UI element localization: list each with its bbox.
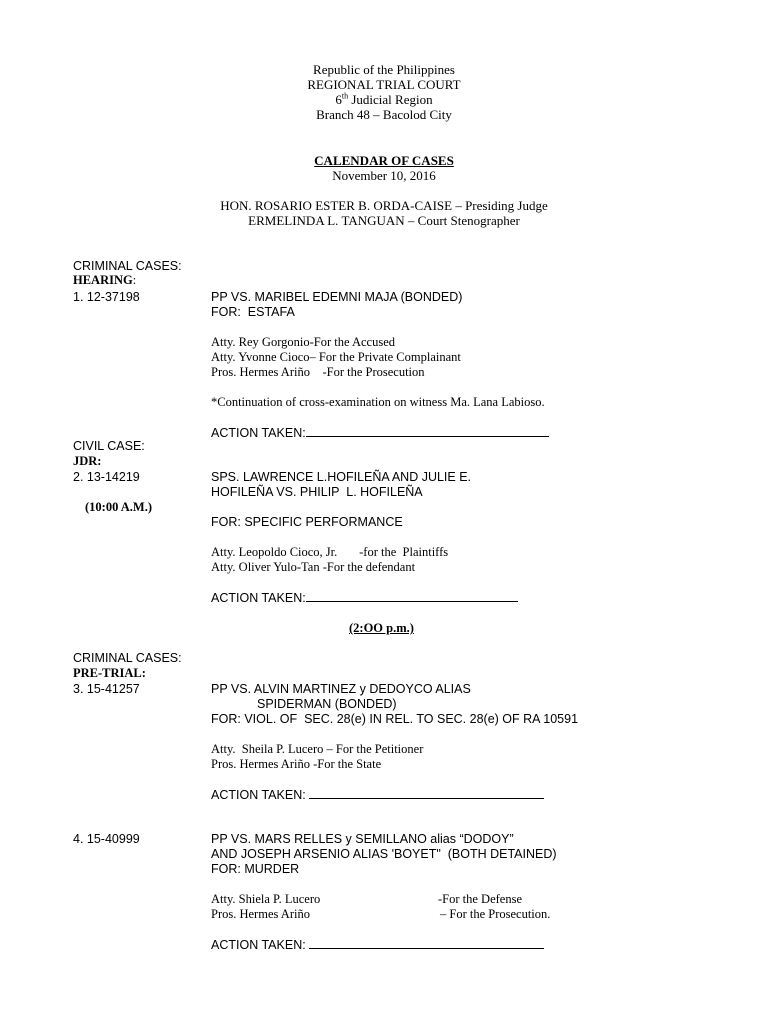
hearing-colon: : bbox=[132, 273, 137, 287]
case-title: PP VS. MARIBEL EDEMNI MAJA (BONDED) bbox=[211, 290, 463, 304]
case-time: (10:00 A.M.) bbox=[85, 500, 152, 514]
case-number: 3. 15-41257 bbox=[73, 682, 140, 696]
presiding-judge: HON. ROSARIO ESTER B. ORDA-CAISE – Presiding Judge bbox=[220, 198, 548, 213]
case-note: *Continuation of cross-examination on witness Ma. Lana Labioso. bbox=[211, 395, 545, 409]
afternoon-session-time: (2:OO p.m.) bbox=[349, 621, 414, 635]
case-charge: FOR: SPECIFIC PERFORMANCE bbox=[211, 515, 403, 529]
section-sub-hearing bbox=[73, 273, 136, 288]
case-charge: FOR: ESTAFA bbox=[211, 305, 295, 319]
region-number: 6 bbox=[335, 92, 342, 107]
region-text: Judicial Region bbox=[348, 92, 433, 107]
action-taken bbox=[211, 425, 549, 441]
counsel-defendant: Atty. Oliver Yulo-Tan -For the defendant bbox=[211, 560, 416, 574]
court-name: REGIONAL TRIAL COURT bbox=[307, 77, 461, 92]
section-sub-pretrial: PRE-TRIAL: bbox=[73, 666, 146, 680]
counsel-complainant: Atty. Yvonne Cioco– For the Private Complainant bbox=[211, 350, 461, 364]
region-suffix: th bbox=[341, 91, 349, 101]
counsel-accused: Atty. Rey Gorgonio-For the Accused bbox=[211, 335, 396, 349]
section-heading-criminal: CRIMINAL CASES: bbox=[73, 651, 182, 665]
case-number: 1. 12-37198 bbox=[73, 290, 140, 304]
action-taken bbox=[211, 937, 544, 953]
action-blank-line bbox=[309, 787, 544, 799]
branch-location: Branch 48 – Bacolod City bbox=[316, 107, 452, 122]
action-blank-line bbox=[309, 937, 544, 949]
calendar-date: November 10, 2016 bbox=[332, 168, 436, 183]
action-label: ACTION TAKEN: bbox=[211, 938, 310, 952]
document-title: CALENDAR OF CASES bbox=[314, 153, 454, 168]
case-title-continued: AND JOSEPH ARSENIO ALIAS 'BOYET" (BOTH DETAINED) bbox=[211, 847, 557, 861]
action-blank-line bbox=[306, 590, 518, 602]
court-republic: Republic of the Philippines bbox=[313, 62, 455, 77]
case-title-continued: HOFILEÑA VS. PHILIP L. HOFILEÑA bbox=[211, 485, 423, 499]
action-label: ACTION TAKEN: bbox=[211, 426, 306, 440]
case-title: PP VS. ALVIN MARTINEZ y DEDOYCO ALIAS bbox=[211, 682, 471, 696]
counsel-defense-role: -For the Defense bbox=[438, 892, 522, 906]
case-title: PP VS. MARS RELLES y SEMILLANO alias “DODOY” bbox=[211, 832, 514, 846]
counsel-prosecution-role: – For the Prosecution. bbox=[440, 907, 551, 921]
action-label: ACTION TAKEN: bbox=[211, 788, 310, 802]
section-sub-jdr: JDR: bbox=[73, 454, 102, 468]
action-label: ACTION TAKEN: bbox=[211, 591, 306, 605]
case-charge: FOR: MURDER bbox=[211, 862, 300, 876]
case-number: 4. 15-40999 bbox=[73, 832, 140, 846]
case-number: 2. 13-14219 bbox=[73, 470, 140, 484]
action-taken bbox=[211, 590, 518, 606]
action-blank-line bbox=[306, 425, 549, 437]
action-taken bbox=[211, 787, 544, 803]
hearing-label: HEARING bbox=[73, 273, 133, 287]
counsel-prosecution: Pros. Hermes Ariño -For the Prosecution bbox=[211, 365, 425, 379]
section-heading-civil: CIVIL CASE: bbox=[73, 439, 145, 453]
counsel-state: Pros. Hermes Ariño -For the State bbox=[211, 757, 382, 771]
counsel-plaintiffs: Atty. Leopoldo Cioco, Jr. -for the Plaintiffs bbox=[211, 545, 449, 559]
case-title-continued: SPIDERMAN (BONDED) bbox=[257, 697, 397, 711]
counsel-petitioner: Atty. Sheila P. Lucero – For the Petitioner bbox=[211, 742, 424, 756]
counsel-prosecution-name: Pros. Hermes Ariño bbox=[211, 907, 310, 921]
judicial-region bbox=[0, 92, 768, 107]
section-heading-criminal: CRIMINAL CASES: bbox=[73, 259, 182, 273]
court-stenographer: ERMELINDA L. TANGUAN – Court Stenographer bbox=[248, 213, 520, 228]
case-title: SPS. LAWRENCE L.HOFILEÑA AND JULIE E. bbox=[211, 470, 472, 484]
case-charge: FOR: VIOL. OF SEC. 28(e) IN REL. TO SEC. 28(e) OF RA 10591 bbox=[211, 712, 579, 726]
counsel-defense-name: Atty. Shiela P. Lucero bbox=[211, 892, 321, 906]
